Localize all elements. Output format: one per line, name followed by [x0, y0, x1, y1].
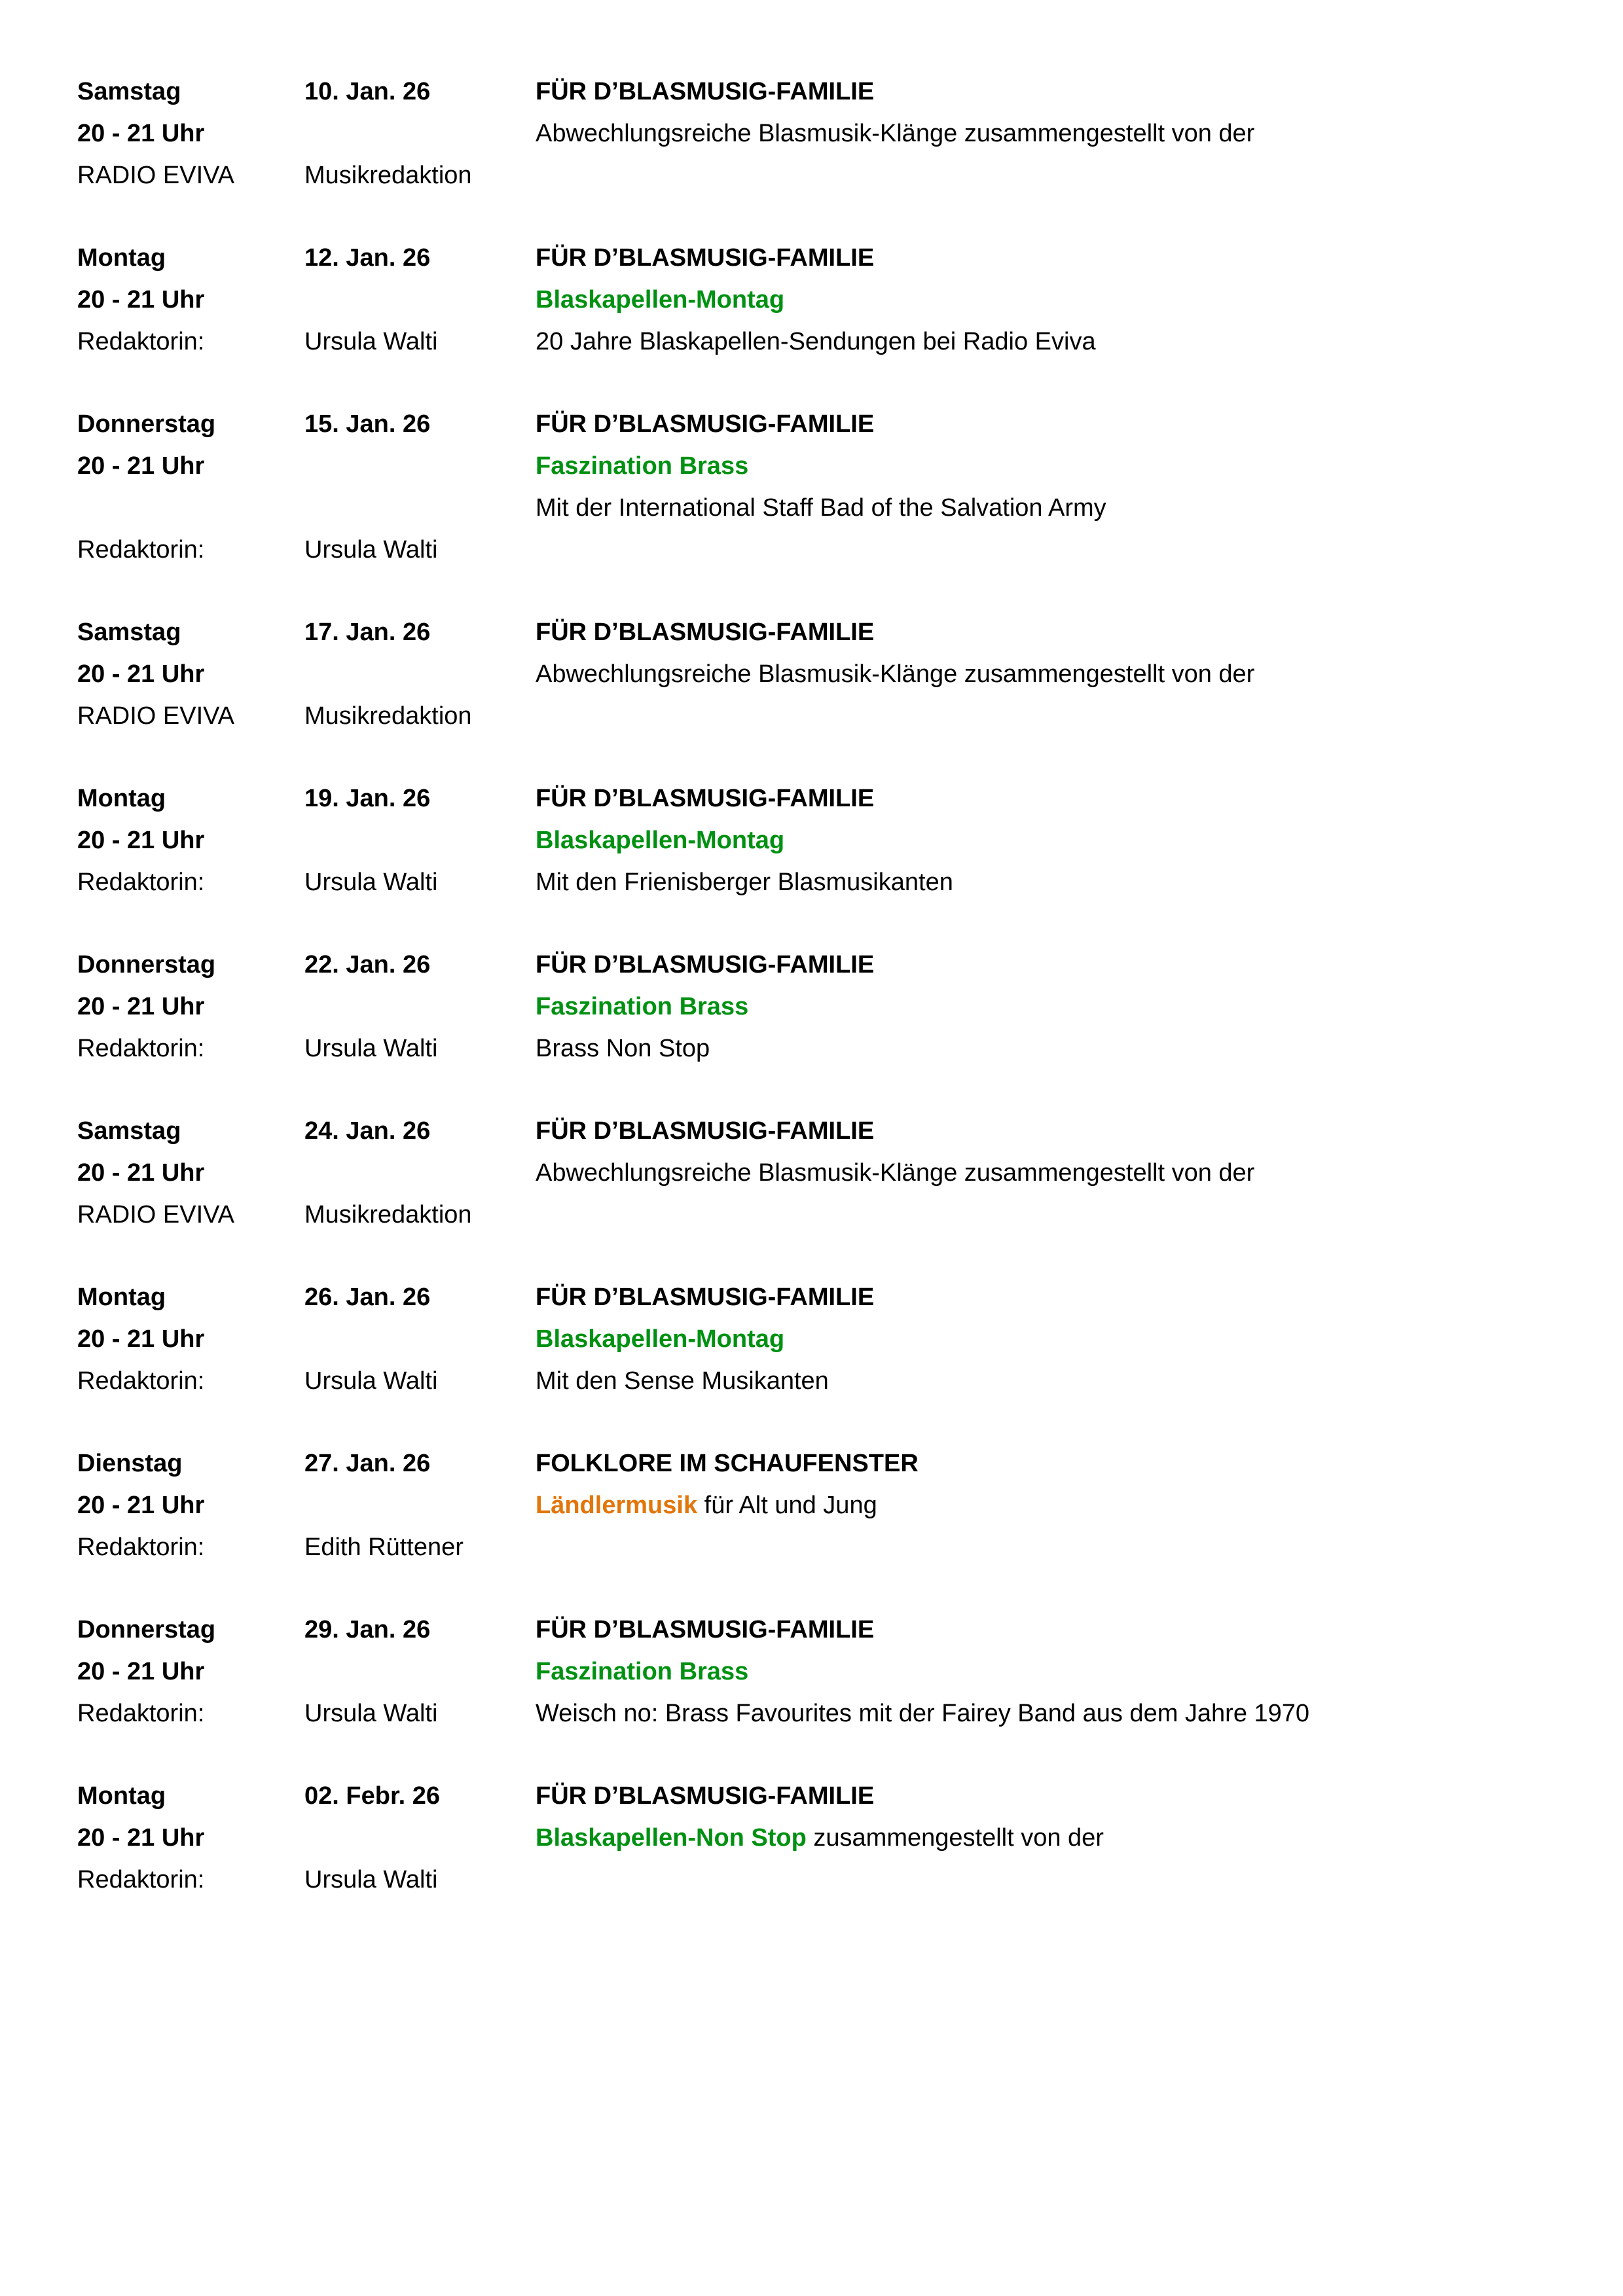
- entry-time: 20 - 21 Uhr: [77, 993, 205, 1020]
- entry-time: 20 - 21 Uhr: [77, 286, 205, 314]
- entry-subtitle-line: [536, 1152, 1570, 1194]
- entry-day: Donnerstag: [77, 410, 216, 438]
- entry-editor-name: Musikredaktion: [304, 1201, 472, 1229]
- schedule-entry: [77, 611, 1570, 737]
- entry-row-day: [77, 1443, 1570, 1484]
- entry-row-time: [77, 986, 1570, 1028]
- entry-row-note-extra: [77, 487, 1570, 529]
- entry-subtitle-line: [536, 113, 1570, 154]
- entry-row-day: [77, 1276, 1570, 1318]
- entry-date: 22. Jan. 26: [304, 951, 431, 978]
- entry-day: Samstag: [77, 1117, 181, 1145]
- entry-day: Samstag: [77, 619, 181, 646]
- entry-time: 20 - 21 Uhr: [77, 827, 205, 854]
- entry-editor-name: Ursula Walti: [304, 1700, 438, 1727]
- entry-row-editor: [77, 529, 1570, 571]
- entry-subtitle: Faszination Brass: [536, 993, 749, 1020]
- entry-role-label: Redaktorin:: [77, 536, 205, 564]
- entry-time: 20 - 21 Uhr: [77, 1658, 205, 1685]
- entry-editor-name: Ursula Walti: [304, 869, 438, 896]
- entry-subtitle: Ländlermusik: [536, 1492, 698, 1519]
- entry-note: 20 Jahre Blaskapellen-Sendungen bei Radio Eviva: [536, 328, 1096, 355]
- entry-subtitle-suffix: zusammengestellt von der: [813, 1824, 1104, 1852]
- entry-date: 12. Jan. 26: [304, 244, 431, 272]
- entry-editor-name: Ursula Walti: [304, 1367, 438, 1395]
- schedule-entry: [77, 403, 1570, 571]
- schedule-entry: [77, 944, 1570, 1069]
- entry-row-time: [77, 1152, 1570, 1194]
- entry-subtitle-suffix: Abwechlungsreiche Blasmusik-Klänge zusammengestellt von der: [536, 1159, 1255, 1187]
- entry-role-label: Redaktorin:: [77, 1367, 205, 1395]
- schedule-entry: [77, 71, 1570, 196]
- entry-program-title: FÜR D’BLASMUSIG-FAMILIE: [536, 619, 875, 646]
- entry-role-label: Redaktorin:: [77, 328, 205, 355]
- entry-subtitle-line: [536, 1484, 1570, 1526]
- entry-role-label: Redaktorin:: [77, 1035, 205, 1062]
- entry-time: 20 - 21 Uhr: [77, 452, 205, 480]
- entry-role-label: Redaktorin:: [77, 1700, 205, 1727]
- entry-row-editor: [77, 1360, 1570, 1402]
- entry-row-time: [77, 445, 1570, 487]
- entry-row-day: [77, 1609, 1570, 1651]
- entry-time: 20 - 21 Uhr: [77, 1159, 205, 1187]
- entry-subtitle: Faszination Brass: [536, 1658, 749, 1685]
- entry-row-time: [77, 1484, 1570, 1526]
- entry-row-editor: [77, 1693, 1570, 1734]
- entry-subtitle-line: [536, 653, 1570, 695]
- entry-row-editor: [77, 695, 1570, 737]
- entry-subtitle-suffix: Abwechlungsreiche Blasmusik-Klänge zusammengestellt von der: [536, 120, 1255, 147]
- entry-day: Donnerstag: [77, 951, 216, 978]
- entry-row-time: [77, 113, 1570, 154]
- entry-program-title: FÜR D’BLASMUSIG-FAMILIE: [536, 951, 875, 978]
- entry-date: 26. Jan. 26: [304, 1283, 431, 1311]
- entry-subtitle-suffix: Abwechlungsreiche Blasmusik-Klänge zusammengestellt von der: [536, 660, 1255, 688]
- entry-subtitle-line: [536, 1817, 1570, 1859]
- entry-date: 19. Jan. 26: [304, 785, 431, 812]
- entry-date: 15. Jan. 26: [304, 410, 431, 438]
- entry-row-day: [77, 944, 1570, 986]
- entry-time: 20 - 21 Uhr: [77, 660, 205, 688]
- entry-role-label: Redaktorin:: [77, 869, 205, 896]
- entry-program-title: FÜR D’BLASMUSIG-FAMILIE: [536, 410, 875, 438]
- entry-subtitle: Blaskapellen-Montag: [536, 1325, 785, 1353]
- entry-note: Mit den Frienisberger Blasmusikanten: [536, 869, 953, 896]
- entry-row-day: [77, 778, 1570, 819]
- entry-date: 24. Jan. 26: [304, 1117, 431, 1145]
- entry-program-title: FÜR D’BLASMUSIG-FAMILIE: [536, 1283, 875, 1311]
- entry-row-time: [77, 1651, 1570, 1693]
- entry-time: 20 - 21 Uhr: [77, 1492, 205, 1519]
- entry-editor-name: Ursula Walti: [304, 1035, 438, 1062]
- entry-subtitle-line: [536, 1651, 1570, 1693]
- entry-subtitle-line: [536, 986, 1570, 1028]
- entry-role-label: Redaktorin:: [77, 1866, 205, 1893]
- entry-day: Dienstag: [77, 1450, 183, 1477]
- entry-row-day: [77, 71, 1570, 113]
- entry-row-time: [77, 279, 1570, 321]
- entry-row-editor: [77, 1194, 1570, 1236]
- entry-day: Montag: [77, 1782, 166, 1810]
- schedule-entry: [77, 1110, 1570, 1236]
- entry-subtitle-line: [536, 279, 1570, 321]
- entry-subtitle: Faszination Brass: [536, 452, 749, 480]
- entry-date: 17. Jan. 26: [304, 619, 431, 646]
- schedule-entry: [77, 237, 1570, 363]
- entry-date: 10. Jan. 26: [304, 78, 431, 105]
- entry-subtitle: Blaskapellen-Montag: [536, 827, 785, 854]
- entry-note: Weisch no: Brass Favourites mit der Fairey Band aus dem Jahre 1970: [536, 1700, 1310, 1727]
- schedule-entry: [77, 1276, 1570, 1402]
- entry-editor-name: Ursula Walti: [304, 536, 438, 564]
- entry-date: 02. Febr. 26: [304, 1782, 441, 1810]
- entry-row-day: [77, 611, 1570, 653]
- entry-row-time: [77, 653, 1570, 695]
- entry-row-day: [77, 1775, 1570, 1817]
- entry-row-time: [77, 819, 1570, 861]
- entry-row-day: [77, 1110, 1570, 1152]
- entry-editor-name: Musikredaktion: [304, 162, 472, 189]
- entry-editor-name: Musikredaktion: [304, 702, 472, 730]
- entry-program-title: FÜR D’BLASMUSIG-FAMILIE: [536, 78, 875, 105]
- entry-day: Samstag: [77, 78, 181, 105]
- entry-date: 29. Jan. 26: [304, 1616, 431, 1643]
- entry-editor-name: Ursula Walti: [304, 1866, 438, 1893]
- entry-program-title: FÜR D’BLASMUSIG-FAMILIE: [536, 785, 875, 812]
- entry-row-editor: [77, 1028, 1570, 1069]
- entry-row-editor: [77, 321, 1570, 363]
- entry-program-title: FÜR D’BLASMUSIG-FAMILIE: [536, 1117, 875, 1145]
- entry-editor-name: Ursula Walti: [304, 328, 438, 355]
- entry-day: Montag: [77, 244, 166, 272]
- entry-program-title: FOLKLORE IM SCHAUFENSTER: [536, 1450, 919, 1477]
- entry-subtitle-line: [536, 1318, 1570, 1360]
- entry-subtitle: Blaskapellen-Non Stop: [536, 1824, 807, 1852]
- entry-date: 27. Jan. 26: [304, 1450, 431, 1477]
- schedule-entry: [77, 1443, 1570, 1568]
- entry-program-title: FÜR D’BLASMUSIG-FAMILIE: [536, 244, 875, 272]
- entry-note: Mit der International Staff Bad of the Salvation Army: [536, 494, 1106, 522]
- entry-role-label: RADIO EVIVA: [77, 702, 235, 730]
- entry-row-time: [77, 1817, 1570, 1859]
- entry-row-time: [77, 1318, 1570, 1360]
- entry-row-day: [77, 403, 1570, 445]
- entry-role-label: Redaktorin:: [77, 1534, 205, 1561]
- schedule-entry: [77, 778, 1570, 903]
- entry-row-editor: [77, 1526, 1570, 1568]
- entry-time: 20 - 21 Uhr: [77, 1824, 205, 1852]
- schedule-entry: [77, 1609, 1570, 1734]
- entry-subtitle-line: [536, 819, 1570, 861]
- entry-subtitle-suffix: für Alt und Jung: [704, 1492, 877, 1519]
- entry-time: 20 - 21 Uhr: [77, 1325, 205, 1353]
- entry-time: 20 - 21 Uhr: [77, 120, 205, 147]
- entry-subtitle: Blaskapellen-Montag: [536, 286, 785, 314]
- entry-row-editor: [77, 1859, 1570, 1901]
- entry-row-editor: [77, 154, 1570, 196]
- entry-role-label: RADIO EVIVA: [77, 1201, 235, 1229]
- entry-program-title: FÜR D’BLASMUSIG-FAMILIE: [536, 1782, 875, 1810]
- entry-note: Mit den Sense Musikanten: [536, 1367, 829, 1395]
- entry-day: Donnerstag: [77, 1616, 216, 1643]
- entry-row-day: [77, 237, 1570, 279]
- entry-row-editor: [77, 861, 1570, 903]
- entry-day: Montag: [77, 1283, 166, 1311]
- entry-role-label: RADIO EVIVA: [77, 162, 235, 189]
- schedule-list: [77, 71, 1570, 1941]
- entry-editor-name: Edith Rüttener: [304, 1534, 464, 1561]
- entry-subtitle-line: [536, 445, 1570, 487]
- schedule-entry: [77, 1775, 1570, 1901]
- entry-note: Brass Non Stop: [536, 1035, 710, 1062]
- entry-program-title: FÜR D’BLASMUSIG-FAMILIE: [536, 1616, 875, 1643]
- entry-day: Montag: [77, 785, 166, 812]
